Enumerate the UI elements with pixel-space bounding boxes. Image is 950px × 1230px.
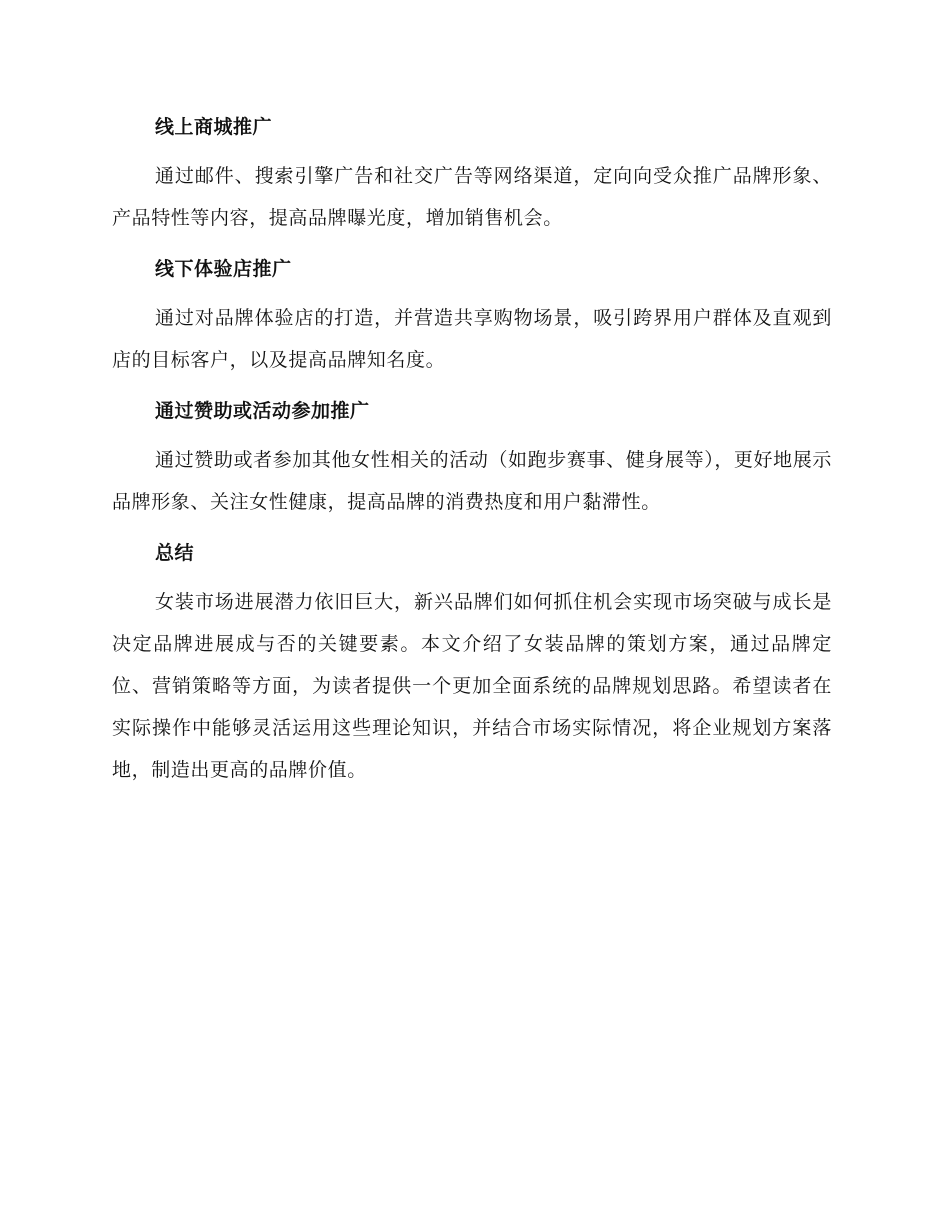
section-paragraph-offline-store: 通过对品牌体验店的打造，并营造共享购物场景，吸引跨界用户群体及直观到店的目标客户，以及提高品牌知名度。 (112, 307, 832, 371)
section-paragraph-online-mall: 通过邮件、搜索引擎广告和社交广告等网络渠道，定向向受众推广品牌形象、产品特性等内容，提高品牌曝光度，增加销售机会。 (112, 165, 832, 229)
section-heading-offline-store: 线下体验店推广 (155, 258, 292, 280)
section-heading-summary: 总结 (155, 542, 195, 564)
section-heading-sponsorship: 通过赞助或活动参加推广 (155, 400, 370, 422)
document-body (112, 108, 832, 791)
section-paragraph-summary: 女装市场进展潜力依旧巨大，新兴品牌们如何抓住机会实现市场突破与成长是决定品牌进展成与否的关键要素。本文介绍了女装品牌的策划方案，通过品牌定位、营销策略等方面，为读者提供一个更加全面系统的品牌规划思路。希望读者在实际操作中能够灵活运用这些理论知识，并结合市场实际情况，将企业规划方案落地，制造出更高的品牌价值。 (112, 591, 832, 781)
section-heading-online-mall: 线上商城推广 (155, 116, 273, 138)
section-paragraph-sponsorship: 通过赞助或者参加其他女性相关的活动（如跑步赛事、健身展等），更好地展示品牌形象、关注女性健康，提高品牌的消费热度和用户黏滞性。 (112, 449, 832, 513)
